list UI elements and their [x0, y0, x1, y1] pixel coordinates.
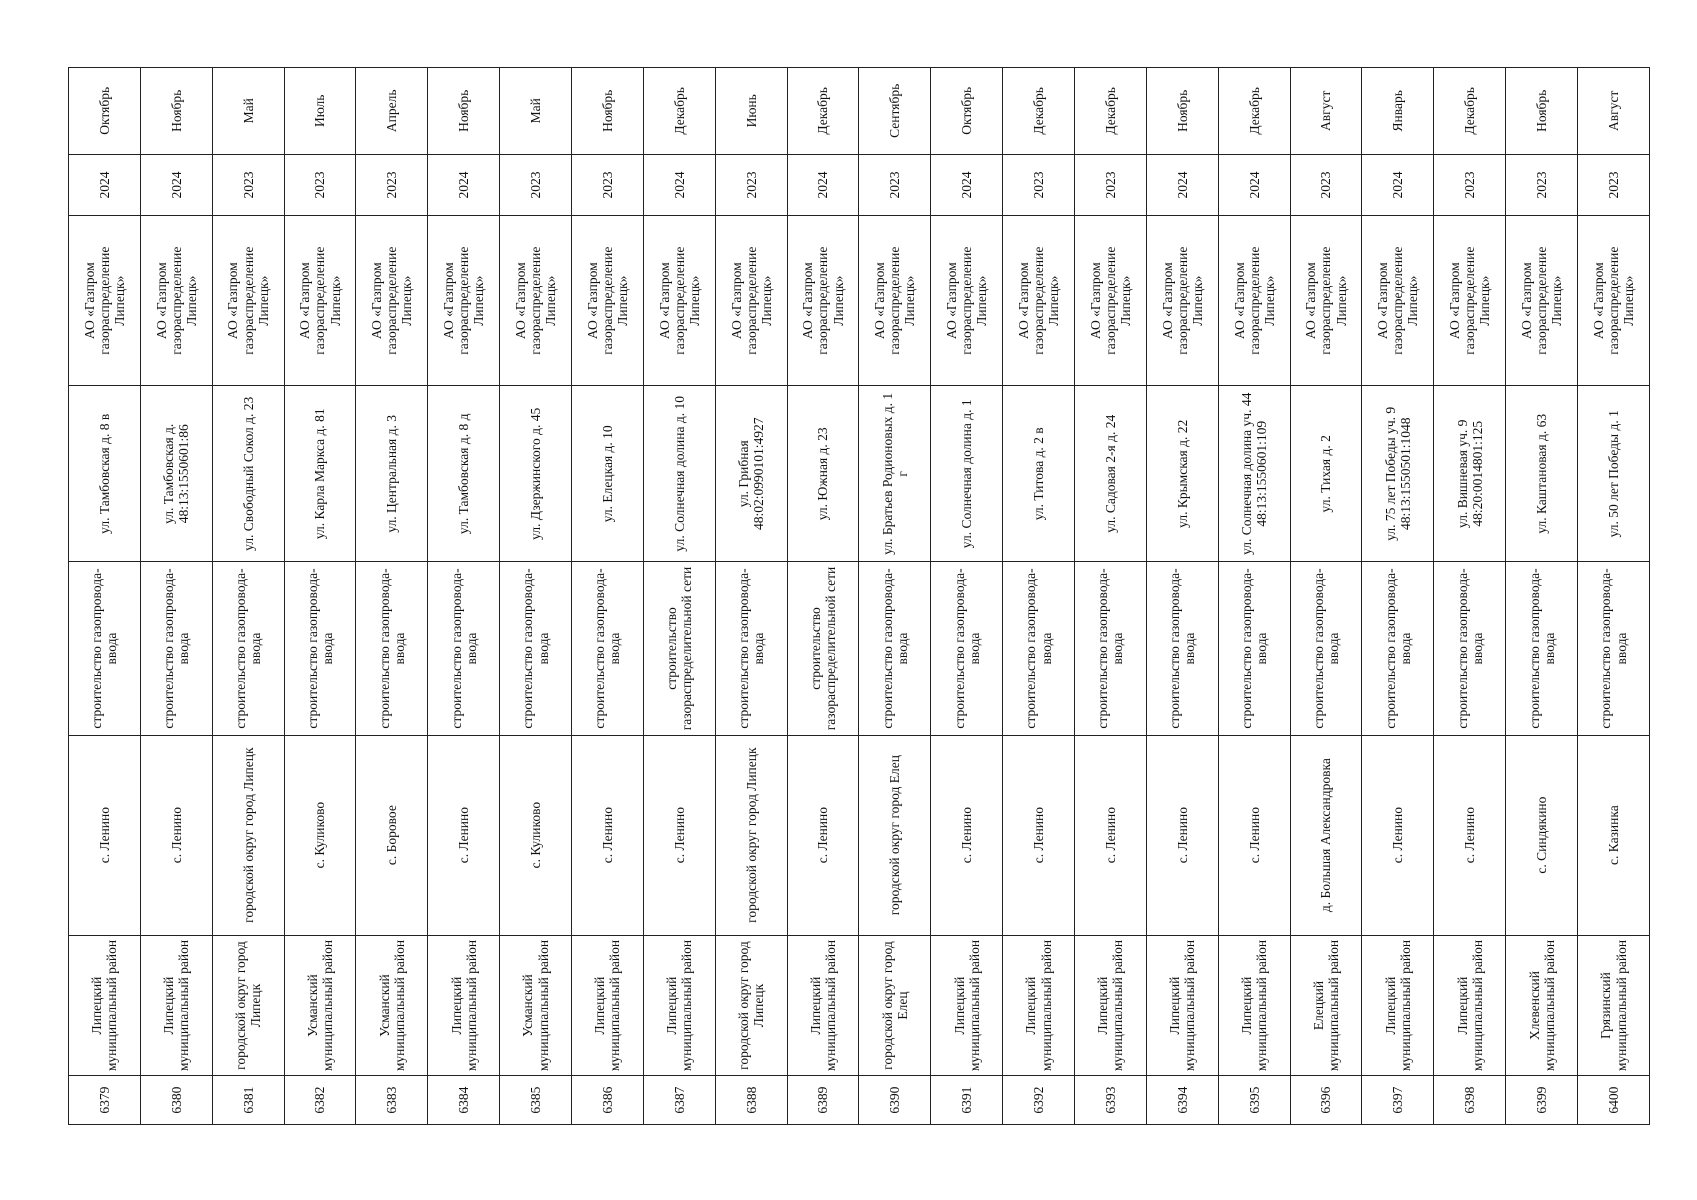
address-cell: ул. Титова д. 2 в	[1003, 386, 1075, 562]
address-cell: ул. Солнечная долина д. 10	[643, 386, 715, 562]
organization-cell: АО «Газпром газораспределение Липецк»	[1434, 216, 1506, 386]
settlement-cell: городской округ город Липецк	[715, 735, 787, 935]
table-row	[428, 68, 500, 1125]
settlement-cell: с. Ленино	[572, 735, 644, 935]
year-cell: 2024	[69, 154, 141, 216]
row-number: 6395	[1218, 1076, 1290, 1125]
organization-cell: АО «Газпром газораспределение Липецк»	[1290, 216, 1362, 386]
organization-cell: АО «Газпром газораспределение Липецк»	[212, 216, 284, 386]
work-type-cell: строительство газопровода-ввода	[1146, 562, 1218, 735]
row-number: 6394	[1146, 1076, 1218, 1125]
address-cell: ул. Каштановая д. 63	[1506, 386, 1578, 562]
year-cell: 2023	[1075, 154, 1147, 216]
address-cell: ул. Вишневая уч. 9 48:20:0014801:125	[1434, 386, 1506, 562]
work-type-cell: строительство газораспределительной сети	[787, 562, 859, 735]
table-row	[1146, 68, 1218, 1125]
organization-cell: АО «Газпром газораспределение Липецк»	[356, 216, 428, 386]
year-cell: 2024	[428, 154, 500, 216]
address-cell: ул. Садовая 2-я д. 24	[1075, 386, 1147, 562]
table-row	[356, 68, 428, 1125]
work-type-cell: строительство газопровода-ввода	[212, 562, 284, 735]
work-type-cell: строительство газопровода-ввода	[931, 562, 1003, 735]
table-row	[931, 68, 1003, 1125]
district-cell: городской округ город Липецк	[715, 935, 787, 1076]
settlement-cell: городской округ город Елец	[859, 735, 931, 935]
month-cell: Август	[1578, 68, 1650, 155]
address-cell: ул. Тихая д. 2	[1290, 386, 1362, 562]
work-type-cell: строительство газопровода-ввода	[284, 562, 356, 735]
year-cell: 2023	[500, 154, 572, 216]
year-cell: 2024	[643, 154, 715, 216]
work-type-cell: строительство газопровода-ввода	[1578, 562, 1650, 735]
table-row	[859, 68, 931, 1125]
month-cell: Октябрь	[931, 68, 1003, 155]
organization-cell: АО «Газпром газораспределение Липецк»	[1003, 216, 1075, 386]
settlement-cell: с. Ленино	[428, 735, 500, 935]
year-cell: 2023	[572, 154, 644, 216]
table-row	[1218, 68, 1290, 1125]
address-cell: ул. Дзержинского д. 45	[500, 386, 572, 562]
settlement-cell: с. Боровое	[356, 735, 428, 935]
address-cell: ул. Грибная 48:02:0990101:4927	[715, 386, 787, 562]
row-number: 6392	[1003, 1076, 1075, 1125]
month-cell: Май	[212, 68, 284, 155]
settlement-cell: с. Ленино	[1003, 735, 1075, 935]
organization-cell: АО «Газпром газораспределение Липецк»	[1578, 216, 1650, 386]
table-body	[69, 68, 1650, 1125]
district-cell: Грязинский муниципальный район	[1578, 935, 1650, 1076]
year-cell: 2023	[1506, 154, 1578, 216]
work-type-cell: строительство газопровода-ввода	[1075, 562, 1147, 735]
district-cell: Усманский муниципальный район	[356, 935, 428, 1076]
month-cell: Август	[1290, 68, 1362, 155]
row-number: 6383	[356, 1076, 428, 1125]
address-cell: ул. Южная д. 23	[787, 386, 859, 562]
month-cell: Ноябрь	[428, 68, 500, 155]
month-cell: Май	[500, 68, 572, 155]
district-cell: Липецкий муниципальный район	[428, 935, 500, 1076]
row-number: 6381	[212, 1076, 284, 1125]
settlement-cell: с. Ленино	[1362, 735, 1434, 935]
settlement-cell: городской округ город Липецк	[212, 735, 284, 935]
settlement-cell: с. Синдякино	[1506, 735, 1578, 935]
settlement-cell: д. Большая Александровка	[1290, 735, 1362, 935]
year-cell: 2023	[1578, 154, 1650, 216]
district-cell: Липецкий муниципальный район	[1218, 935, 1290, 1076]
work-type-cell: строительство газопровода-ввода	[1434, 562, 1506, 735]
organization-cell: АО «Газпром газораспределение Липецк»	[500, 216, 572, 386]
work-type-cell: строительство газопровода-ввода	[500, 562, 572, 735]
district-cell: Липецкий муниципальный район	[1075, 935, 1147, 1076]
settlement-cell: с. Куликово	[500, 735, 572, 935]
table-row	[1434, 68, 1506, 1125]
table-row	[1075, 68, 1147, 1125]
district-cell: Липецкий муниципальный район	[1434, 935, 1506, 1076]
row-number: 6380	[140, 1076, 212, 1125]
month-cell: Апрель	[356, 68, 428, 155]
row-number: 6384	[428, 1076, 500, 1125]
settlement-cell: с. Ленино	[931, 735, 1003, 935]
district-cell: Липецкий муниципальный район	[1362, 935, 1434, 1076]
year-cell: 2023	[859, 154, 931, 216]
month-cell: Декабрь	[1003, 68, 1075, 155]
year-cell: 2024	[1146, 154, 1218, 216]
year-cell: 2024	[1218, 154, 1290, 216]
organization-cell: АО «Газпром газораспределение Липецк»	[643, 216, 715, 386]
organization-cell: АО «Газпром газораспределение Липецк»	[931, 216, 1003, 386]
work-type-cell: строительство газопровода-ввода	[715, 562, 787, 735]
address-cell: ул. Тамбовская д. 8 д	[428, 386, 500, 562]
month-cell: Декабрь	[787, 68, 859, 155]
settlement-cell: с. Ленино	[1218, 735, 1290, 935]
district-cell: Липецкий муниципальный район	[1146, 935, 1218, 1076]
table-row	[1578, 68, 1650, 1125]
work-type-cell: строительство газопровода-ввода	[69, 562, 141, 735]
address-cell: ул. Центральная д. 3	[356, 386, 428, 562]
row-number: 6390	[859, 1076, 931, 1125]
month-cell: Декабрь	[1434, 68, 1506, 155]
address-cell: ул. Тамбовская д. 8 в	[69, 386, 141, 562]
month-cell: Июнь	[715, 68, 787, 155]
row-number: 6398	[1434, 1076, 1506, 1125]
year-cell: 2024	[1362, 154, 1434, 216]
table-row	[1506, 68, 1578, 1125]
row-number: 6379	[69, 1076, 141, 1125]
year-cell: 2023	[1434, 154, 1506, 216]
work-type-cell: строительство газопровода-ввода	[1290, 562, 1362, 735]
month-cell: Декабрь	[643, 68, 715, 155]
month-cell: Декабрь	[1218, 68, 1290, 155]
settlement-cell: с. Ленино	[140, 735, 212, 935]
address-cell: ул. Карла Маркса д. 81	[284, 386, 356, 562]
district-cell: городской округ город Елец	[859, 935, 931, 1076]
month-cell: Сентябрь	[859, 68, 931, 155]
work-type-cell: строительство газопровода-ввода	[428, 562, 500, 735]
table-row	[787, 68, 859, 1125]
organization-cell: АО «Газпром газораспределение Липецк»	[859, 216, 931, 386]
organization-cell: АО «Газпром газораспределение Липецк»	[69, 216, 141, 386]
organization-cell: АО «Газпром газораспределение Липецк»	[572, 216, 644, 386]
month-cell: Октябрь	[69, 68, 141, 155]
address-cell: ул. Солнечная долина д. 1	[931, 386, 1003, 562]
row-number: 6389	[787, 1076, 859, 1125]
work-type-cell: строительство газопровода-ввода	[1362, 562, 1434, 735]
year-cell: 2023	[284, 154, 356, 216]
table-row	[1003, 68, 1075, 1125]
month-cell: Ноябрь	[1506, 68, 1578, 155]
organization-cell: АО «Газпром газораспределение Липецк»	[428, 216, 500, 386]
address-cell: ул. Солнечная долина уч. 44 48:13:1550601:109	[1218, 386, 1290, 562]
work-type-cell: строительство газопровода-ввода	[356, 562, 428, 735]
organization-cell: АО «Газпром газораспределение Липецк»	[140, 216, 212, 386]
table-row	[572, 68, 644, 1125]
settlement-cell: с. Ленино	[69, 735, 141, 935]
row-number: 6387	[643, 1076, 715, 1125]
year-cell: 2024	[931, 154, 1003, 216]
table-row	[643, 68, 715, 1125]
settlement-cell: с. Ленино	[787, 735, 859, 935]
table-row	[284, 68, 356, 1125]
district-cell: Усманский муниципальный район	[500, 935, 572, 1076]
month-cell: Декабрь	[1075, 68, 1147, 155]
district-cell: Липецкий муниципальный район	[643, 935, 715, 1076]
work-type-cell: строительство газораспределительной сети	[643, 562, 715, 735]
address-cell: ул. 75 лет Победы уч. 9 48:13:1550501:1048	[1362, 386, 1434, 562]
row-number: 6393	[1075, 1076, 1147, 1125]
settlement-cell: с. Казинка	[1578, 735, 1650, 935]
organization-cell: АО «Газпром газораспределение Липецк»	[1362, 216, 1434, 386]
month-cell: Ноябрь	[572, 68, 644, 155]
settlement-cell: с. Куликово	[284, 735, 356, 935]
settlement-cell: с. Ленино	[643, 735, 715, 935]
month-cell: Июль	[284, 68, 356, 155]
district-cell: Липецкий муниципальный район	[1003, 935, 1075, 1076]
address-cell: ул. Свободный Сокол д. 23	[212, 386, 284, 562]
row-number: 6399	[1506, 1076, 1578, 1125]
row-number: 6388	[715, 1076, 787, 1125]
year-cell: 2023	[1290, 154, 1362, 216]
work-type-cell: строительство газопровода-ввода	[140, 562, 212, 735]
work-type-cell: строительство газопровода-ввода	[1218, 562, 1290, 735]
row-number: 6382	[284, 1076, 356, 1125]
row-number: 6386	[572, 1076, 644, 1125]
row-number: 6385	[500, 1076, 572, 1125]
district-cell: Липецкий муниципальный район	[572, 935, 644, 1076]
settlement-cell: с. Ленино	[1075, 735, 1147, 935]
work-type-cell: строительство газопровода-ввода	[572, 562, 644, 735]
table-row	[69, 68, 141, 1125]
year-cell: 2024	[787, 154, 859, 216]
work-type-cell: строительство газопровода-ввода	[859, 562, 931, 735]
district-cell: Липецкий муниципальный район	[931, 935, 1003, 1076]
table-row	[500, 68, 572, 1125]
row-number: 6391	[931, 1076, 1003, 1125]
organization-cell: АО «Газпром газораспределение Липецк»	[284, 216, 356, 386]
table-row	[1290, 68, 1362, 1125]
gasification-table	[68, 67, 1650, 1125]
address-cell: ул. Братьев Родионовых д. 1 г	[859, 386, 931, 562]
month-cell: Ноябрь	[140, 68, 212, 155]
work-type-cell: строительство газопровода-ввода	[1506, 562, 1578, 735]
district-cell: Липецкий муниципальный район	[787, 935, 859, 1076]
table-row	[212, 68, 284, 1125]
work-type-cell: строительство газопровода-ввода	[1003, 562, 1075, 735]
year-cell: 2023	[715, 154, 787, 216]
row-number: 6396	[1290, 1076, 1362, 1125]
year-cell: 2023	[356, 154, 428, 216]
organization-cell: АО «Газпром газораспределение Липецк»	[1506, 216, 1578, 386]
district-cell: Елецкий муниципальный район	[1290, 935, 1362, 1076]
table-row	[1362, 68, 1434, 1125]
month-cell: Ноябрь	[1146, 68, 1218, 155]
table-row	[715, 68, 787, 1125]
address-cell: ул. 50 лет Победы д. 1	[1578, 386, 1650, 562]
row-number: 6397	[1362, 1076, 1434, 1125]
year-cell: 2023	[212, 154, 284, 216]
district-cell: Липецкий муниципальный район	[140, 935, 212, 1076]
district-cell: Липецкий муниципальный район	[69, 935, 141, 1076]
row-number: 6400	[1578, 1076, 1650, 1125]
organization-cell: АО «Газпром газораспределение Липецк»	[787, 216, 859, 386]
district-cell: Хлевенский муниципальный район	[1506, 935, 1578, 1076]
settlement-cell: с. Ленино	[1146, 735, 1218, 935]
address-cell: ул. Тамбовская д. 48:13:1550601:86	[140, 386, 212, 562]
settlement-cell: с. Ленино	[1434, 735, 1506, 935]
organization-cell: АО «Газпром газораспределение Липецк»	[1075, 216, 1147, 386]
district-cell: Усманский муниципальный район	[284, 935, 356, 1076]
month-cell: Январь	[1362, 68, 1434, 155]
rotated-page	[68, 67, 1650, 1125]
district-cell: городской округ город Липецк	[212, 935, 284, 1076]
year-cell: 2024	[140, 154, 212, 216]
address-cell: ул. Елецкая д. 10	[572, 386, 644, 562]
year-cell: 2023	[1003, 154, 1075, 216]
organization-cell: АО «Газпром газораспределение Липецк»	[715, 216, 787, 386]
address-cell: ул. Крымская д. 22	[1146, 386, 1218, 562]
table-row	[140, 68, 212, 1125]
organization-cell: АО «Газпром газораспределение Липецк»	[1146, 216, 1218, 386]
organization-cell: АО «Газпром газораспределение Липецк»	[1218, 216, 1290, 386]
